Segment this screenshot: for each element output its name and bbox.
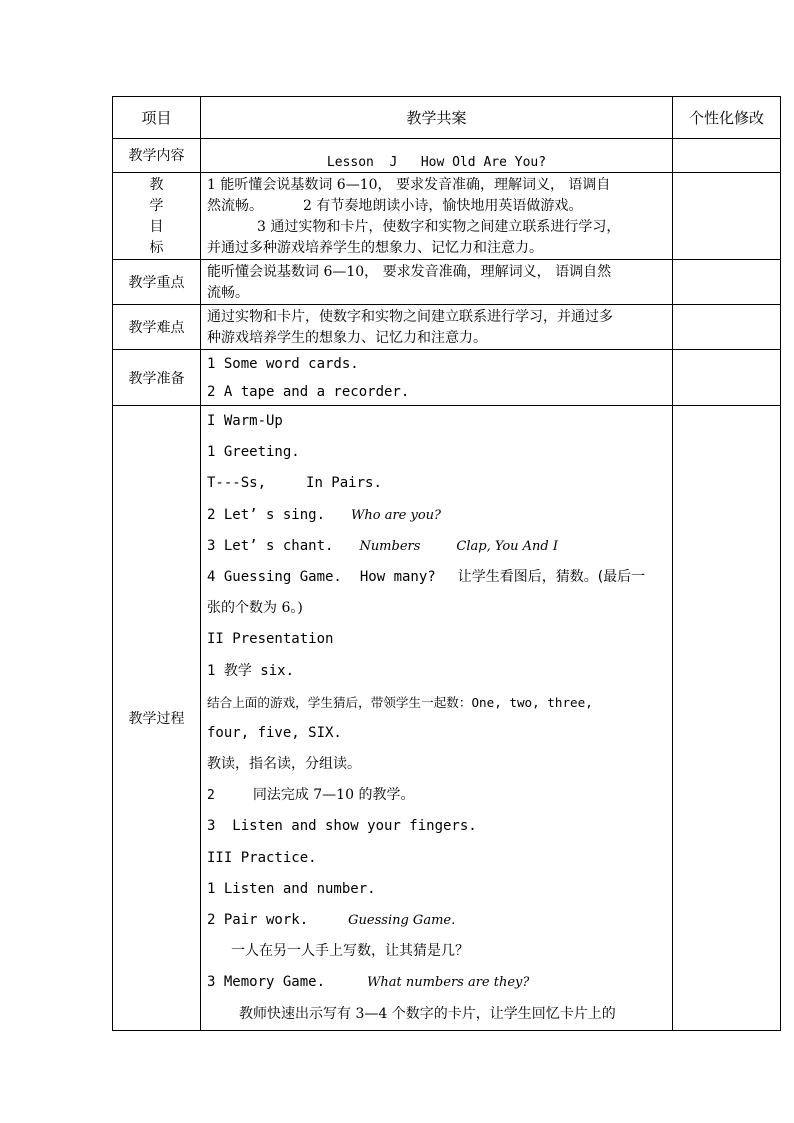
prep-text: 1 Some word cards. 2 A tape and a recorder. — [201, 350, 673, 406]
process-text: I Warm-Up 1 Greeting. T---Ss, In Pairs. 2 Let’ s sing. Who are you? 3 Let’ s chant. Numbers Clap, You And I 4 Guessing Game. How many? 让学生看图后，猜数。(最后一 张的个数为 6。) II Presentation 1 教学 six. 结合上面的游戏，学生猜后，带领学生一起数：One, two, three, four, five, SIX. 教读，指名读，分组读。 2 同法完成 7—10 的教学。 3 Listen and show your fingers. III Practice. 1 Listen and number. 2 Pair work. Guessing Game. 一人在另一人手上写数，让其猜是几？ 3 Memory Game. What numbers are they? 教师快速出示写有 3—4 个数字的卡片，让学生回忆卡片上的 — [201, 406, 673, 1031]
prep-row — [113, 350, 781, 406]
goals-text: 1 能听懂会说基数词 6—10， 要求发音准确，理解词义， 语调自 然流畅。 2 有节奏地朗读小诗，愉快地用英语做游戏。 3 通过实物和卡片，使数字和实物之间建立联系进行学习， 并通过多种游戏培养学生的想象力、记忆力和注意力。 — [201, 173, 673, 260]
header-personal-edit: 个性化修改 — [673, 97, 781, 139]
focus-label: 教学重点 — [113, 260, 201, 305]
content-edit-cell[interactable] — [673, 139, 781, 173]
prep-label: 教学准备 — [113, 350, 201, 406]
difficulty-edit-cell[interactable] — [673, 305, 781, 350]
lesson-plan-table — [112, 96, 781, 1031]
process-edit-cell[interactable] — [673, 406, 781, 1031]
content-label: 教学内容 — [113, 139, 201, 173]
goals-edit-cell[interactable] — [673, 173, 781, 260]
prep-edit-cell[interactable] — [673, 350, 781, 406]
difficulty-label: 教学难点 — [113, 305, 201, 350]
process-label: 教学过程 — [113, 406, 201, 1031]
lesson-title: Lesson J How Old Are You? — [326, 155, 547, 170]
difficulty-row — [113, 305, 781, 350]
difficulty-text: 通过实物和卡片，使数字和实物之间建立联系进行学习，并通过多 种游戏培养学生的想象力、记忆力和注意力。 — [201, 305, 673, 350]
header-shared-plan: 教学共案 — [201, 97, 673, 139]
goals-row — [113, 173, 781, 260]
header-project: 项目 — [113, 97, 201, 139]
focus-text: 能听懂会说基数词 6—10， 要求发音准确，理解词义， 语调自然 流畅。 — [201, 260, 673, 305]
content-row — [113, 139, 781, 173]
goals-label: 教 学 目 标 — [113, 173, 201, 260]
process-row — [113, 406, 781, 1031]
focus-row — [113, 260, 781, 305]
header-row — [113, 97, 781, 139]
focus-edit-cell[interactable] — [673, 260, 781, 305]
